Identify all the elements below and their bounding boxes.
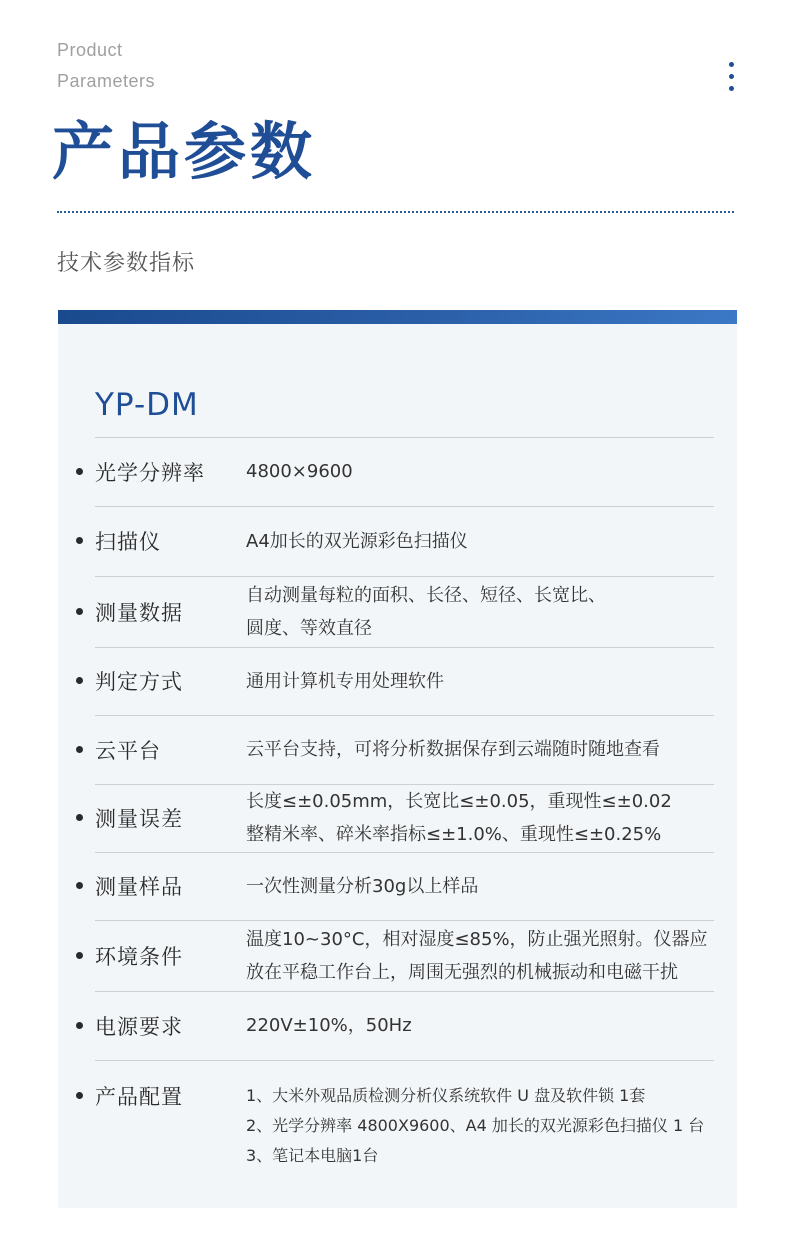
spec-value-line: 220V±10%，50Hz (246, 1015, 412, 1036)
vertical-dots-icon[interactable] (729, 62, 735, 92)
spec-label: 电源要求 (95, 1014, 183, 1039)
spec-row (58, 506, 737, 576)
bullet-dot-icon (76, 537, 83, 544)
spec-row (58, 991, 737, 1060)
bullet-dot-icon (76, 608, 83, 615)
spec-row (58, 715, 737, 784)
spec-value (246, 579, 716, 645)
bullet-dot-icon (76, 746, 83, 753)
row-divider (95, 437, 714, 438)
spec-row (58, 437, 737, 506)
row-divider (95, 920, 714, 921)
spec-label: 光学分辨率 (95, 460, 205, 485)
row-divider (95, 647, 714, 648)
bullet-dot-icon (76, 814, 83, 821)
spec-value (246, 1081, 716, 1171)
row-divider (95, 1060, 714, 1061)
spec-label: 测量样品 (95, 875, 183, 899)
spec-value-line: 3、笔记本电脑1台 (246, 1146, 379, 1165)
spec-value-line: 云平台支持，可将分析数据保存到云端随时随地查看 (246, 739, 660, 760)
spec-row (58, 852, 737, 920)
bullet-dot-icon (76, 952, 83, 959)
spec-value-line: A4加长的双光源彩色扫描仪 (246, 530, 468, 552)
bullet-dot-icon (76, 882, 83, 889)
spec-value-line: 温度10~30°C，相对湿度≤85%，防止强光照射。仪器应 (246, 928, 708, 950)
spec-value-line: 自动测量每粒的面积、长径、短径、长宽比、 (246, 584, 606, 606)
bullet-dot-icon (76, 677, 83, 684)
spec-label: 云平台 (95, 738, 161, 763)
header-en-line-2: Parameters (57, 71, 156, 91)
spec-value-line: 放在平稳工作台上，周围无强烈的机械振动和电磁干扰 (246, 961, 678, 983)
row-divider (95, 715, 714, 716)
spec-value (246, 1009, 716, 1042)
spec-label: 环境条件 (95, 944, 183, 969)
spec-value (246, 665, 716, 698)
section-subtitle: 技术参数指标 (57, 251, 196, 276)
bullet-dot-icon (76, 1022, 83, 1029)
spec-row (58, 784, 737, 852)
page-title: 产品参数 (52, 115, 317, 188)
row-divider (95, 576, 714, 577)
spec-value (246, 525, 716, 558)
spec-value-line: 通用计算机专用处理软件 (246, 670, 444, 692)
model-name: YP-DM (95, 387, 199, 423)
spec-label: 产品配置 (95, 1085, 183, 1109)
spec-value-line: 2、光学分辨率 4800X9600、A4 加长的双光源彩色扫描仪 1 台 (246, 1116, 705, 1135)
spec-value-line: 长度≤±0.05mm，长宽比≤±0.05，重现性≤±0.02 (246, 791, 672, 812)
spec-value-line: 整精米率、碎米率指标≤±1.0%、重现性≤±0.25% (246, 824, 662, 845)
spec-row (58, 1060, 737, 1165)
spec-label: 扫描仪 (95, 530, 161, 554)
bullet-dot-icon (76, 468, 83, 475)
spec-row (58, 576, 737, 647)
spec-value-line: 圆度、等效直径 (246, 617, 372, 639)
spec-value-line: 4800×9600 (246, 461, 353, 482)
panel-header-bar (58, 310, 737, 324)
row-divider (95, 991, 714, 992)
header-en-line-1: Product (57, 40, 123, 60)
spec-value (246, 455, 716, 488)
spec-label: 判定方式 (95, 670, 183, 694)
spec-value (246, 785, 716, 851)
row-divider (95, 852, 714, 853)
spec-value (246, 733, 716, 766)
spec-value (246, 923, 716, 989)
spec-row (58, 647, 737, 715)
spec-row (58, 920, 737, 991)
bullet-dot-icon (76, 1092, 83, 1099)
spec-value-line: 一次性测量分析30g以上样品 (246, 875, 479, 897)
spec-label: 测量数据 (95, 600, 183, 625)
spec-panel (58, 310, 737, 1208)
spec-label: 测量误差 (95, 807, 183, 831)
spec-value (246, 870, 716, 903)
dotted-divider (57, 211, 734, 213)
row-divider (95, 506, 714, 507)
spec-value-line: 1、大米外观品质检测分析仪系统软件 U 盘及软件锁 1套 (246, 1086, 646, 1105)
